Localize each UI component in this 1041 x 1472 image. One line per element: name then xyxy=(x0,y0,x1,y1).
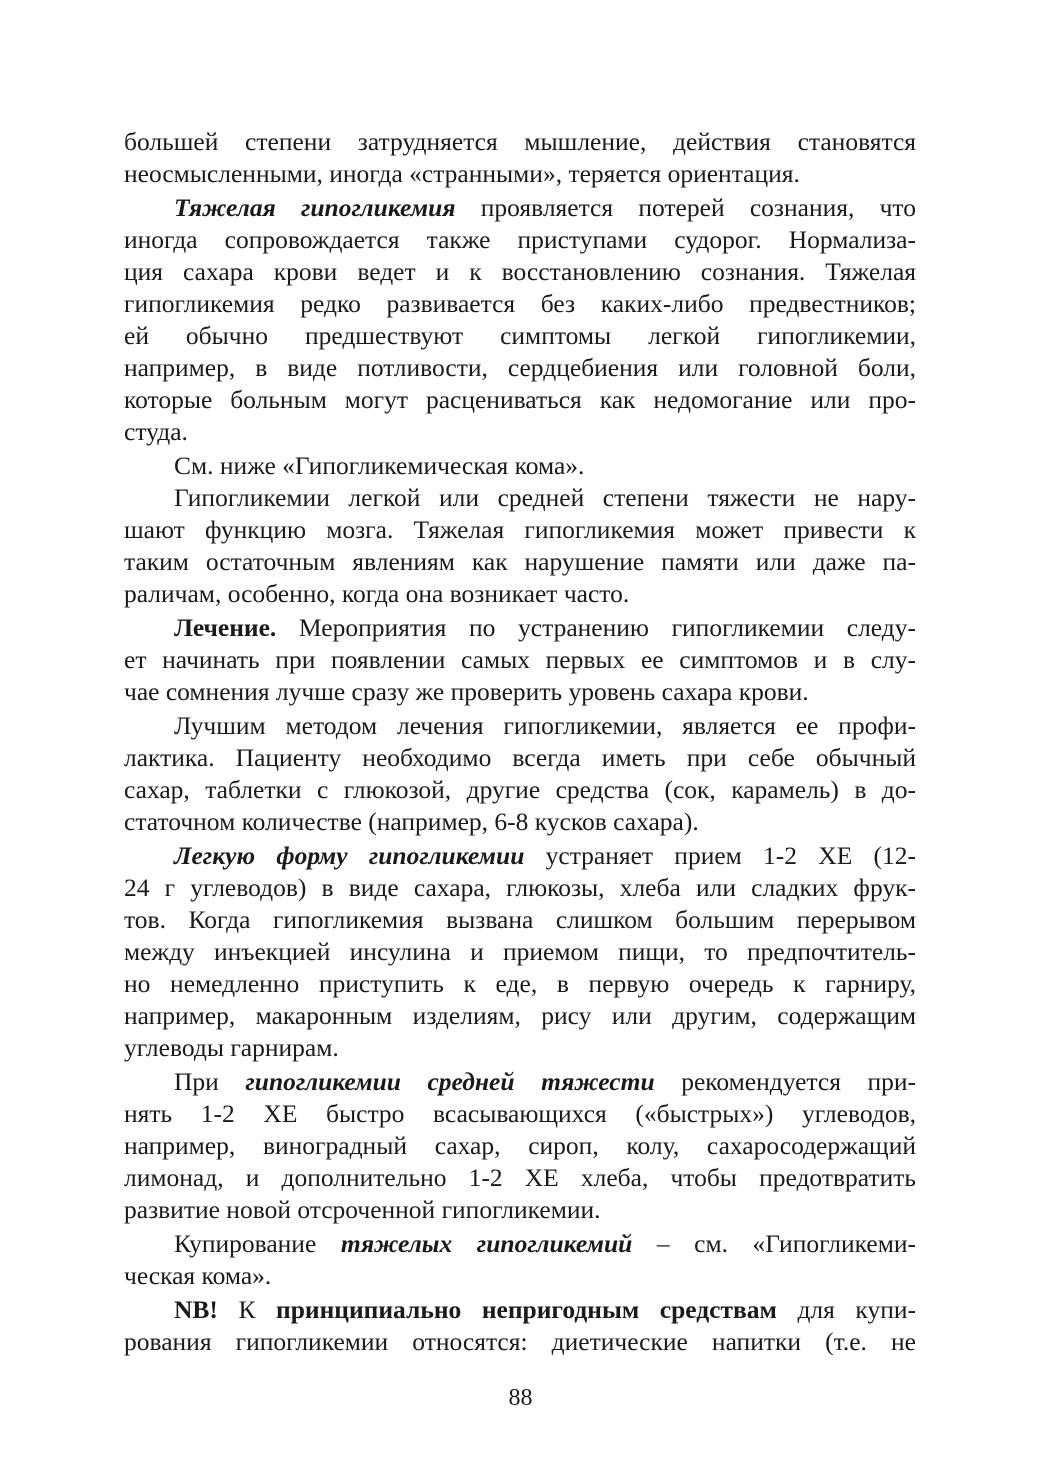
text-run: например, макаронным изделиям, рису или другим, содержащим xyxy=(124,1001,916,1030)
bold-run: Лечение. xyxy=(174,613,277,642)
text-run: Лучшим методом лечения гипогликемии, является ее профи- xyxy=(174,711,916,740)
text-run: 24 г углеводов) в виде сахара, глюкозы, хлеба или сладких фрук- xyxy=(124,873,916,902)
text-line xyxy=(174,710,916,741)
text-run: проявляется потерей сознания, что xyxy=(455,193,916,222)
text-line xyxy=(174,192,916,223)
bold-italic-term: тяжелых гипогликемий xyxy=(340,1229,633,1258)
text-line xyxy=(124,774,916,805)
text-line xyxy=(124,416,916,447)
text-run: например, виноградный сахар, сироп, колу, сахаросодержащий xyxy=(124,1131,916,1160)
text-line xyxy=(124,352,916,383)
text-run: Купирование xyxy=(174,1229,341,1258)
text-line xyxy=(124,936,916,967)
text-line xyxy=(124,1098,916,1129)
text-line xyxy=(124,126,916,157)
text-run: сахар, таблетки с глюкозой, другие средства (сок, карамель) в до- xyxy=(124,775,916,804)
text-line xyxy=(124,1162,916,1193)
text-line xyxy=(124,1032,916,1063)
text-line xyxy=(124,742,916,773)
text-run: которые больным могут расцениваться как недомогание или про- xyxy=(124,385,916,414)
text-line xyxy=(174,1066,916,1097)
text-line xyxy=(124,1260,916,1291)
text-run: ет начинать при появлении самых первых ее симптомов и в слу- xyxy=(124,645,916,674)
text-run: большей степени затрудняется мышление, действия становятся xyxy=(124,127,916,156)
text-line xyxy=(124,806,916,837)
text-run: чае сомнения лучше сразу же проверить уровень сахара крови. xyxy=(124,677,809,706)
text-run: При xyxy=(174,1067,246,1096)
text-line xyxy=(124,384,916,415)
text-run: например, в виде потливости, сердцебиения или головной боли, xyxy=(124,353,916,382)
text-run: углеводы гарнирам. xyxy=(124,1033,339,1062)
bold-run: NB! xyxy=(174,1295,218,1324)
text-run: неосмысленными, иногда «странными», теряется ориентация. xyxy=(124,159,800,188)
bold-run: принципиально непригодным средствам xyxy=(276,1295,777,1324)
text-line xyxy=(124,578,916,609)
text-run: К xyxy=(217,1295,277,1324)
text-line xyxy=(124,1194,916,1225)
text-run: нять 1-2 ХЕ быстро всасывающихся («быстрых») углеводов, xyxy=(124,1099,916,1128)
bold-italic-term: Тяжелая гипогликемия xyxy=(174,193,456,222)
text-line xyxy=(124,514,916,545)
text-line xyxy=(124,644,916,675)
text-line xyxy=(124,256,916,287)
text-run: но немедленно приступить к еде, в первую очередь к гарниру, xyxy=(124,969,916,998)
text-line xyxy=(124,968,916,999)
text-run: ция сахара крови ведет и к восстановлению сознания. Тяжелая xyxy=(124,257,916,286)
text-run: устраняет прием 1-2 ХЕ (12- xyxy=(524,841,916,870)
text-line xyxy=(174,612,916,643)
text-run: лактика. Пациенту необходимо всегда иметь при себе обычный xyxy=(124,743,916,772)
text-run: шают функцию мозга. Тяжелая гипогликемия может привести к xyxy=(124,515,916,544)
text-line xyxy=(124,676,916,707)
text-line xyxy=(174,1294,916,1325)
bold-italic-term: гипогликемии средней тяжести xyxy=(245,1067,655,1096)
text-run: для купи- xyxy=(776,1295,916,1324)
text-line xyxy=(124,904,916,935)
text-run: статочном количестве (например, 6-8 кусков сахара). xyxy=(124,807,699,836)
text-run: раличам, особенно, когда она возникает часто. xyxy=(124,579,630,608)
text-line xyxy=(124,320,916,351)
bold-italic-term: Легкую форму гипогликемии xyxy=(174,841,525,870)
text-run: Гипогликемии легкой или средней степени тяжести не нару- xyxy=(174,483,916,512)
text-line xyxy=(124,288,916,319)
text-run: Мероприятия по устранению гипогликемии следу- xyxy=(276,613,916,642)
text-run: между инъекцией инсулина и приемом пищи, то предпочтитель- xyxy=(124,937,916,966)
text-line xyxy=(174,482,916,513)
text-line xyxy=(124,872,916,903)
text-run: развитие новой отсроченной гипогликемии. xyxy=(124,1195,601,1224)
text-line xyxy=(124,158,916,189)
text-run: гипогликемия редко развивается без каких-либо предвестников; xyxy=(124,289,916,318)
text-run: рования гипогликемии относятся: диетические напитки (т.е. не xyxy=(124,1327,916,1356)
text-run: – см. «Гипогликеми- xyxy=(632,1229,916,1258)
text-line xyxy=(124,546,916,577)
text-run: рекомендуется при- xyxy=(654,1067,917,1096)
text-line xyxy=(124,1130,916,1161)
text-run: ей обычно предшествуют симптомы легкой гипогликемии, xyxy=(124,321,916,350)
text-run: лимонад, и дополнительно 1-2 ХЕ хлеба, чтобы предотвратить xyxy=(124,1163,916,1192)
text-run: См. ниже «Гипогликемическая кома». xyxy=(174,451,585,480)
page-number: 88 xyxy=(508,1385,533,1411)
text-line xyxy=(174,840,916,871)
text-line xyxy=(124,224,916,255)
text-line xyxy=(174,1228,916,1259)
text-line xyxy=(174,450,916,481)
text-line xyxy=(124,1000,916,1031)
text-run: студа. xyxy=(124,417,188,446)
text-run: ческая кома». xyxy=(124,1261,272,1290)
text-run: таким остаточным явлениям как нарушение памяти или даже па- xyxy=(124,547,916,576)
text-run: тов. Когда гипогликемия вызвана слишком большим перерывом xyxy=(124,905,916,934)
text-line xyxy=(124,1326,916,1357)
text-run: иногда сопровождается также приступами судорог. Нормализа- xyxy=(124,225,916,254)
